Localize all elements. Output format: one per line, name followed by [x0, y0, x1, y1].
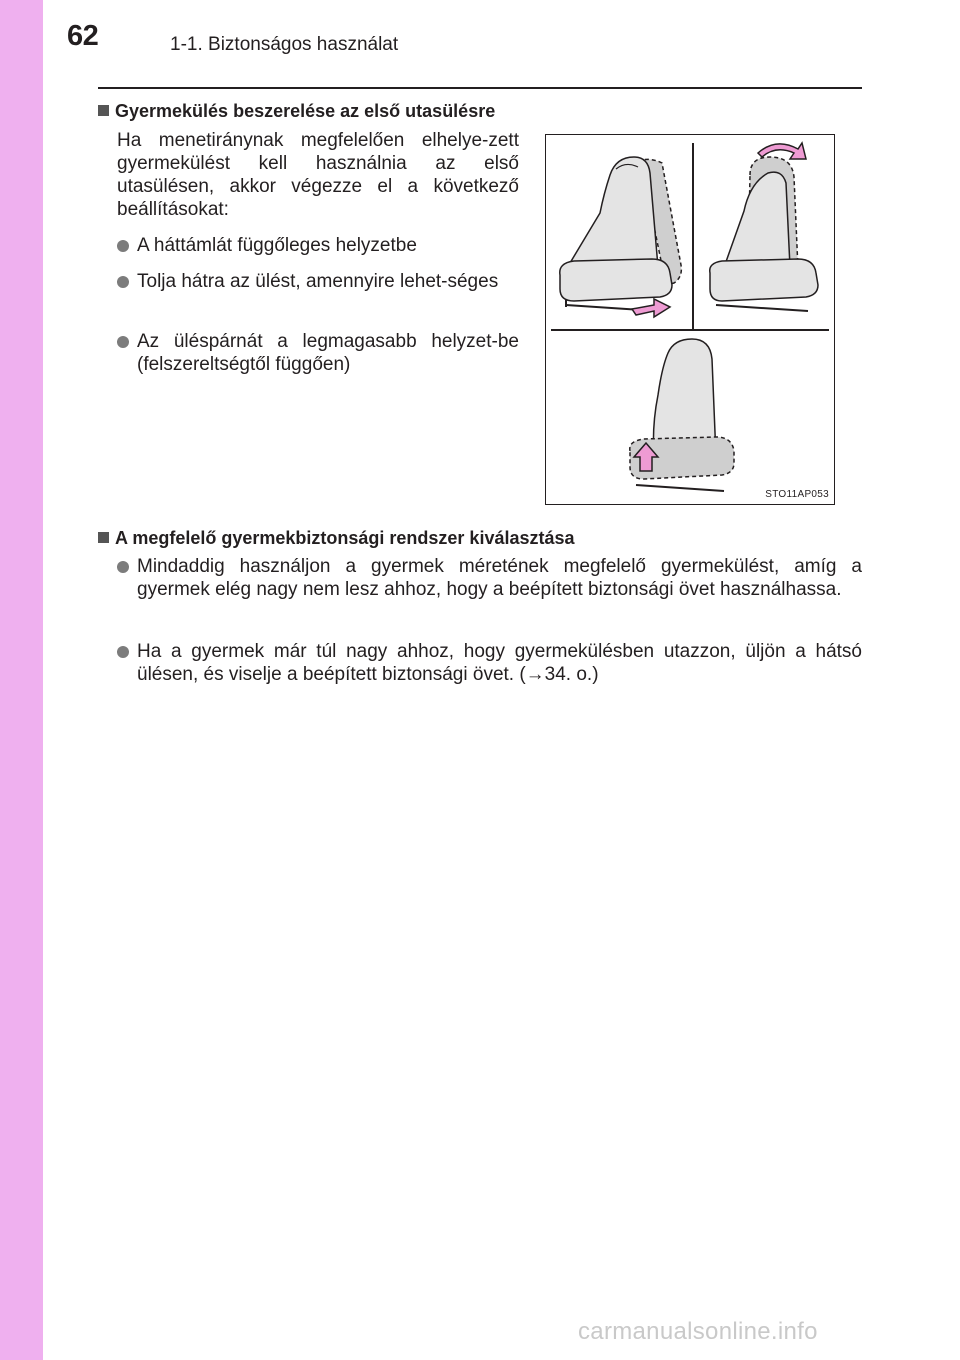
section1-intro: Ha menetiránynak megfelelően elhelye-zett gyermekülést kell használnia az első utasülésen, akkor végezze el a következő beállításokat:: [117, 130, 519, 220]
bullet-dot-icon: [117, 276, 129, 288]
page-number: 62: [67, 20, 99, 52]
section1-bullet: Az üléspárnát a legmagasabb helyzet-be (felszereltségtől függően): [137, 331, 519, 375]
section2-bullet: Ha a gyermek már túl nagy ahhoz, hogy gyermekülésben utazzon, üljön a hátsó ülésen, és viselje a beépített biztonsági övet. (→34. o.): [137, 641, 862, 685]
bullet-dot-icon: [117, 646, 129, 658]
bullet-dot-icon: [117, 240, 129, 252]
section1-heading: Gyermekülés beszerelése az első utasülésre: [98, 101, 495, 122]
section2-bullet: Mindaddig használjon a gyermek méretének megfelelő gyermekülést, amíg a gyermek elég nagy nem lesz ahhoz, hogy a beépített biztonsági övet használhassa.: [137, 556, 862, 600]
header-divider: [98, 87, 862, 89]
seatback-upright-panel: [710, 143, 818, 311]
cushion-height-panel: [630, 339, 734, 491]
figure-code: STO11AP053: [765, 489, 829, 500]
seat-illustration: [546, 135, 834, 504]
section2-heading: A megfelelő gyermekbiztonsági rendszer kiválasztása: [98, 528, 575, 549]
square-bullet-icon: [98, 105, 109, 116]
seat-adjustment-figure: [545, 134, 835, 505]
section1-bullet: A háttámlát függőleges helyzetbe: [137, 235, 417, 256]
seat-slide-panel: [560, 157, 682, 317]
chapter-color-strip: [0, 0, 43, 1360]
section-title: 1-1. Biztonságos használat: [170, 34, 399, 55]
square-bullet-icon: [98, 532, 109, 543]
bullet-dot-icon: [117, 336, 129, 348]
watermark: carmanualsonline.info: [578, 1318, 818, 1345]
bullet-dot-icon: [117, 561, 129, 573]
section1-bullet: Tolja hátra az ülést, amennyire lehet-séges: [137, 271, 499, 292]
